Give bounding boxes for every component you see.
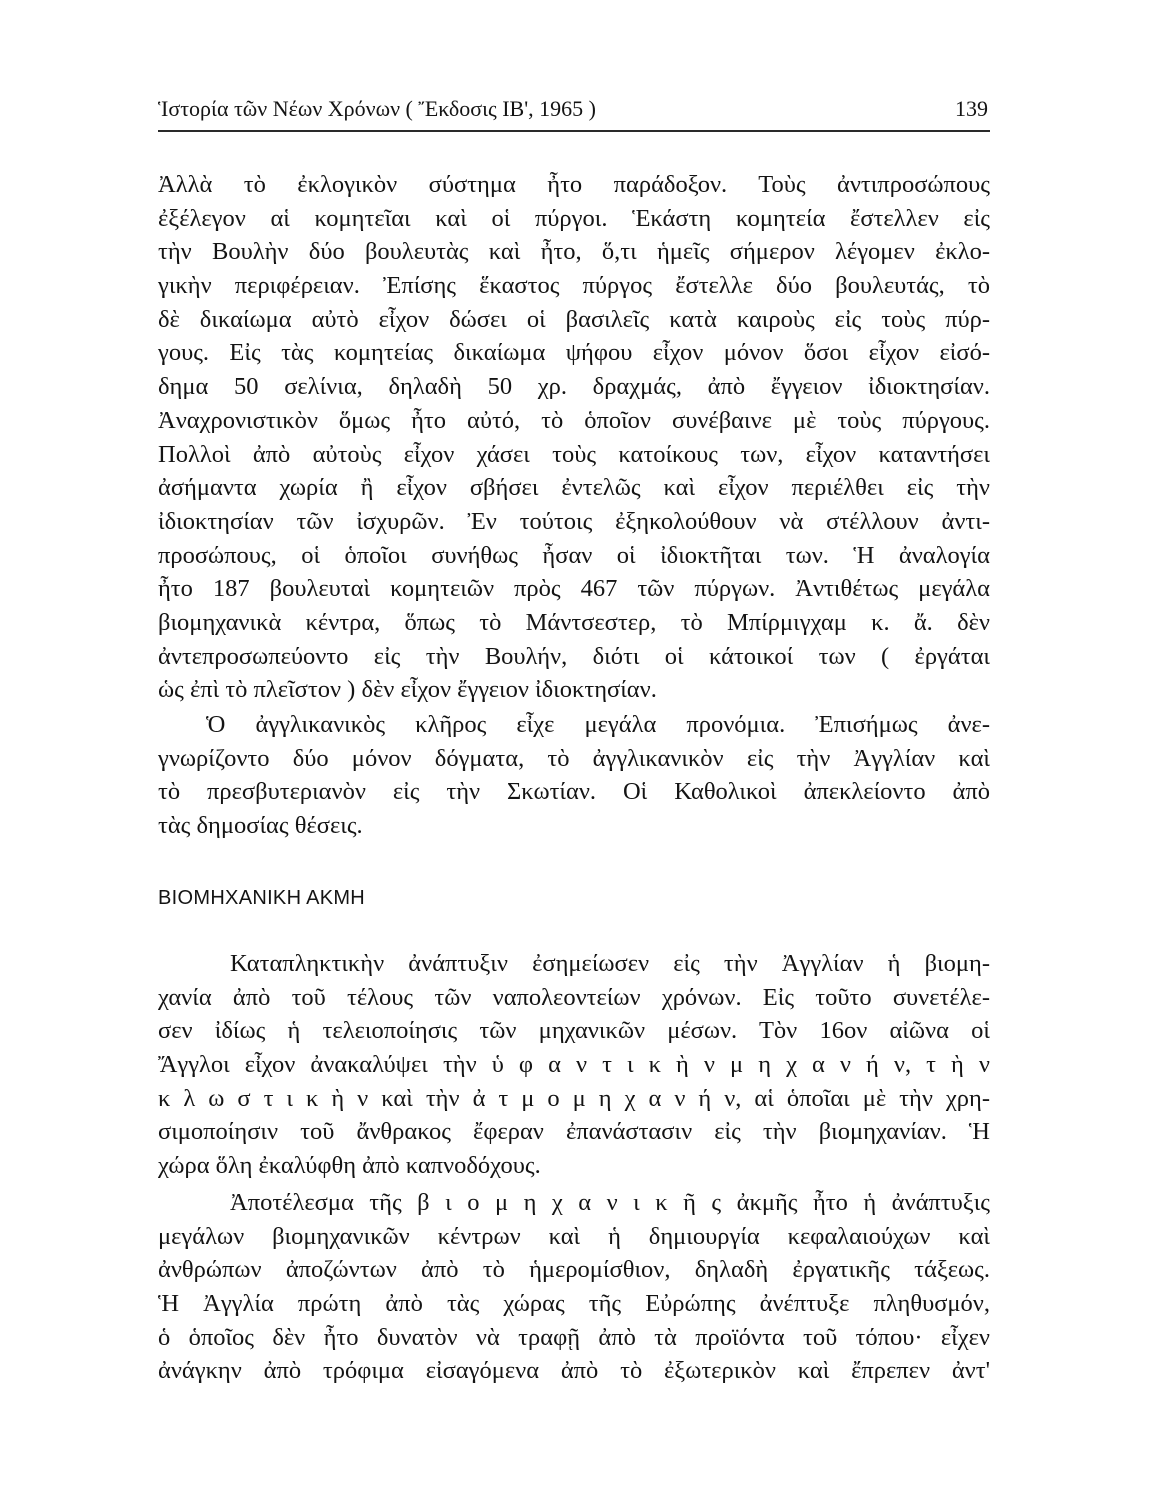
text-line: ἐξέλεγον αἱ κομητεῖαι καὶ οἱ πύργοι. Ἑκάστη κομητεία ἔστελλεν εἰς [158, 204, 990, 232]
page-header [158, 94, 990, 132]
text-line: δημα 50 σελίνια, δηλαδὴ 50 χρ. δραχμάς, ἀπὸ ἔγγειον ἰδιοκτησίαν. [158, 373, 990, 401]
text-line: Ἄγγλοι εἶχον ἀνακαλύψει τὴν ὑ φ α ν τ ι κ ὴ ν μ η χ α ν ή ν, τ ὴ ν [158, 1051, 990, 1079]
page-number: 139 [955, 96, 988, 121]
paragraph-anglican-clergy [158, 708, 990, 843]
text-line: σιμοποίησιν τοῦ ἄνθρακος ἔφεραν ἐπανάστασιν εἰς τὴν βιομηχανίαν. Ἡ [158, 1118, 990, 1146]
text-line: Ὁ ἀγγλικανικὸς κλῆρος εἶχε μεγάλα προνόμια. Ἐπισήμως ἀνε- [206, 711, 990, 738]
text-line: προσώπους, οἱ ὁποῖοι συνήθως ἦσαν οἱ ἰδιοκτῆται των. Ἡ ἀναλογία [158, 541, 990, 569]
text-line: κ λ ω σ τ ι κ ὴ ν καὶ τὴν ἀ τ μ ο μ η χ α ν ή ν, αἱ ὁποῖαι μὲ τὴν χρη- [158, 1084, 990, 1112]
text-line: Ἡ Ἀγγλία πρώτη ἀπὸ τὰς χώρας τῆς Εὐρώπης ἀνέπτυξε πληθυσμόν, [158, 1290, 990, 1318]
text-line: τὸ πρεσβυτεριανὸν εἰς τὴν Σκωτίαν. Οἱ Καθολικοὶ ἀπεκλείοντο ἀπὸ [158, 778, 990, 806]
text-line: γνωρίζοντο δύο μόνον δόγματα, τὸ ἀγγλικανικὸν εἰς τὴν Ἀγγλίαν καὶ [158, 744, 990, 772]
text-line: Καταπληκτικὴν ἀνάπτυξιν ἐσημείωσεν εἰς τὴν Ἀγγλίαν ἡ βιομη- [230, 950, 990, 977]
text-line: μεγάλων βιομηχανικῶν κέντρων καὶ ἡ δημιουργία κεφαλαιούχων καὶ [158, 1222, 990, 1250]
text-line: σεν ἰδίως ἡ τελειοποίησις τῶν μηχανικῶν μέσων. Τὸν 16ον αἰῶνα οἱ [158, 1017, 990, 1045]
text-line: ἀντεπροσωπεύοντο εἰς τὴν Βουλήν, διότι οἱ κάτοικοί των ( ἐργάται [158, 642, 990, 670]
text-line: δὲ δικαίωμα αὐτὸ εἶχον δώσει οἱ βασιλεῖς κατὰ καιροὺς εἰς τοὺς πύρ- [158, 305, 990, 333]
text-line: βιομηχανικὰ κέντρα, ὅπως τὸ Μάντσεστερ, τὸ Μπίρμιγχαμ κ. ἄ. δὲν [158, 608, 990, 636]
text-line: ἀνθρώπων ἀποζώντων ἀπὸ τὸ ἡμερομίσθιον, δηλαδὴ ἐργατικῆς τάξεως. [158, 1256, 990, 1284]
text-line: Ἀλλὰ τὸ ἐκλογικὸν σύστημα ἦτο παράδοξον. Τοὺς ἀντιπροσώπους [158, 171, 990, 198]
paragraph-industrial-result [158, 1186, 990, 1388]
text-line: ὡς ἐπὶ τὸ πλεῖστον ) δὲν εἶχον ἔγγειον ἰδιοκτησίαν. [158, 676, 657, 704]
text-line: γικὴν περιφέρειαν. Ἐπίσης ἕκαστος πύργος ἔστελλε δύο βουλευτάς, τὸ [158, 272, 990, 300]
section-heading: ΒΙΟΜΗΧΑΝΙΚΗ ΑΚΜΗ [158, 887, 366, 909]
text-line: τὴν Βουλὴν δύο βουλευτὰς καὶ ἦτο, ὅ,τι ἡμεῖς σήμερον λέγομεν ἐκλο- [158, 238, 990, 266]
running-title: Ἱστορία τῶν Νέων Χρόνων ( Ἔκδοσις ΙΒ', 1965 ) [158, 96, 597, 121]
text-line: χώρα ὅλη ἐκαλύφθη ἀπὸ καπνοδόχους. [158, 1152, 541, 1180]
text-line: ἦτο 187 βουλευταὶ κομητειῶν πρὸς 467 τῶν πύργων. Ἀντιθέτως μεγάλα [158, 575, 990, 603]
paragraph-electoral-system [158, 168, 990, 707]
text-line: τὰς δημοσίας θέσεις. [158, 812, 363, 840]
text-line: ἀνάγκην ἀπὸ τρόφιμα εἰσαγόμενα ἀπὸ τὸ ἐξωτερικὸν καὶ ἔπρεπεν ἀντ' [158, 1357, 990, 1385]
paragraph-industry-growth [158, 947, 990, 1183]
text-line: γους. Εἰς τὰς κομητείας δικαίωμα ψήφου εἶχον μόνον ὅσοι εἶχον εἰσό- [158, 339, 990, 367]
text-line: Πολλοὶ ἀπὸ αὐτοὺς εἶχον χάσει τοὺς κατοίκους των, εἶχον καταντήσει [158, 440, 990, 468]
text-line: ἀσήμαντα χωρία ἢ εἶχον σβήσει ἐντελῶς καὶ εἶχον περιέλθει εἰς τὴν [158, 474, 990, 502]
text-line: Ἀποτέλεσμα τῆς β ι ο μ η χ α ν ι κ ῆ ς ἀκμῆς ἦτο ἡ ἀνάπτυξις [230, 1189, 990, 1216]
text-line: ἰδιοκτησίαν τῶν ἰσχυρῶν. Ἐν τούτοις ἐξηκολούθουν νὰ στέλλουν ἀντι- [158, 507, 990, 535]
text-line: Ἀναχρονιστικὸν ὅμως ἦτο αὐτό, τὸ ὁποῖον συνέβαινε μὲ τοὺς πύργους. [158, 406, 990, 434]
text-line: χανία ἀπὸ τοῦ τέλους τῶν ναπολεοντείων χρόνων. Εἰς τοῦτο συνετέλε- [158, 983, 990, 1011]
text-line: ὁ ὁποῖος δὲν ἦτο δυνατὸν νὰ τραφῇ ἀπὸ τὰ προϊόντα τοῦ τόπου· εἶχεν [158, 1323, 990, 1351]
